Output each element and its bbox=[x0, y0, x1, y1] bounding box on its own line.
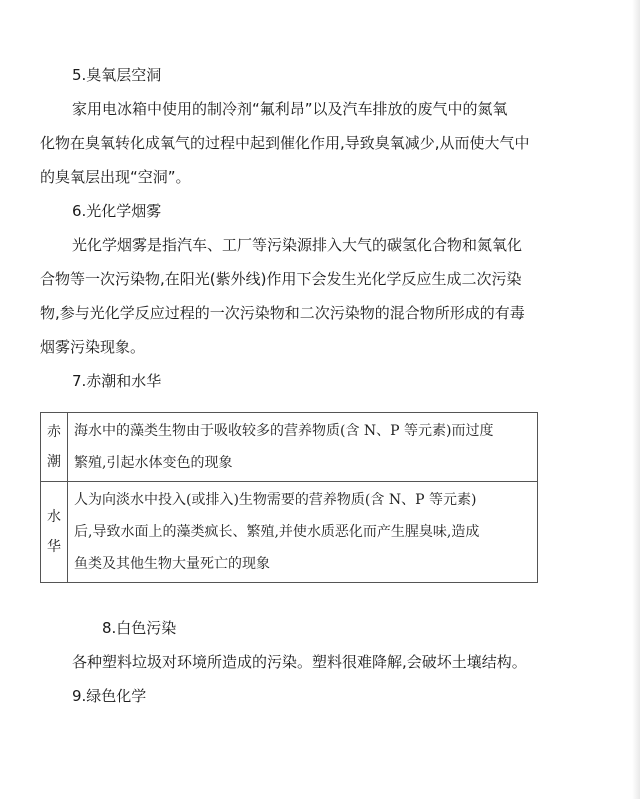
definition-cell-red-tide bbox=[68, 413, 538, 482]
document-body bbox=[40, 58, 540, 713]
paragraph-line: 光化学烟雾是指汽车、工厂等污染源排入大气的碳氢化合物和氮氧化 bbox=[72, 236, 523, 254]
paragraph-line: 家用电冰箱中使用的制冷剂“氟利昂”以及汽车排放的废气中的氮氧 bbox=[72, 100, 508, 118]
definition-table bbox=[40, 412, 538, 583]
term-char: 赤 bbox=[47, 424, 61, 440]
term-cell-red-tide bbox=[41, 413, 68, 482]
table-row-algal-bloom bbox=[41, 482, 538, 583]
page-edge-shadow bbox=[632, 0, 640, 799]
definition-line: 繁殖,引起水体变色的现象 bbox=[74, 455, 233, 471]
section-paragraph-photochemical-smog bbox=[40, 228, 538, 364]
section-heading-ozone-hole: 5.臭氧层空洞 bbox=[72, 66, 162, 84]
definition-line: 后,导致水面上的藻类疯长、繁殖,并使水质恶化而产生腥臭味,造成 bbox=[74, 524, 480, 540]
paragraph-line: 的臭氧层出现“空洞”。 bbox=[40, 168, 191, 186]
paragraph-line: 物,参与光化学反应过程的一次污染物和二次污染物的混合物所形成的有毒 bbox=[40, 304, 525, 322]
section-heading-red-tide-algal-bloom: 7.赤潮和水华 bbox=[72, 372, 162, 390]
section-heading-photochemical-smog: 6.光化学烟雾 bbox=[72, 202, 162, 220]
section-heading-white-pollution: 8.白色污染 bbox=[102, 619, 177, 637]
term-char: 华 bbox=[47, 539, 61, 555]
term-cell-algal-bloom bbox=[41, 482, 68, 583]
term-char: 水 bbox=[47, 509, 61, 525]
definition-line: 人为向淡水中投入(或排入)生物需要的营养物质(含 N、P 等元素) bbox=[74, 492, 477, 508]
definition-cell-algal-bloom bbox=[68, 482, 538, 583]
paragraph-line: 合物等一次污染物,在阳光(紫外线)作用下会发生光化学反应生成二次污染 bbox=[40, 270, 522, 288]
section-paragraph-ozone-hole bbox=[40, 92, 538, 194]
paragraph-line: 烟雾污染现象。 bbox=[40, 338, 146, 356]
paragraph-line: 化物在臭氧转化成氧气的过程中起到催化作用,导致臭氧减少,从而使大气中 bbox=[40, 134, 530, 152]
paragraph-line: 各种塑料垃圾对环境所造成的污染。塑料很难降解,会破坏土壤结构。 bbox=[72, 653, 527, 671]
section-paragraph-white-pollution bbox=[40, 645, 538, 679]
table-row-red-tide bbox=[41, 413, 538, 482]
definition-line: 海水中的藻类生物由于吸收较多的营养物质(含 N、P 等元素)而过度 bbox=[74, 423, 494, 439]
definition-line: 鱼类及其他生物大量死亡的现象 bbox=[74, 556, 270, 572]
section-heading-green-chemistry: 9.绿色化学 bbox=[72, 687, 147, 705]
term-char: 潮 bbox=[47, 454, 61, 470]
